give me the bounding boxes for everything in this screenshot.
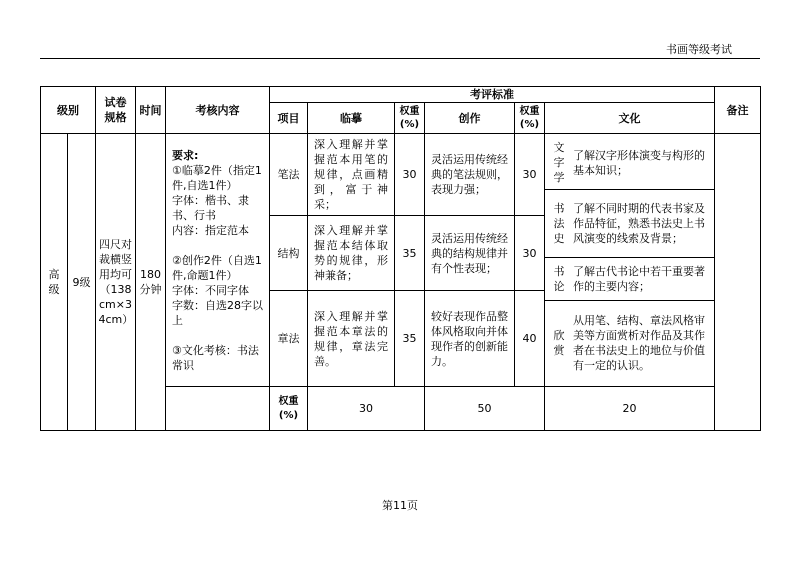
sub-item: 项目 — [270, 103, 308, 134]
grade-cell: 9级 — [68, 134, 96, 431]
exam-table — [40, 86, 761, 431]
req-line-7: ③文化考核：书法常识 — [172, 343, 259, 372]
culture-name: 书论 — [545, 258, 573, 301]
culture-name: 书法史 — [545, 190, 573, 258]
copy-weight: 30 — [395, 134, 425, 216]
sub-copy: 临摹 — [308, 103, 395, 134]
culture-name: 欣赏 — [553, 328, 565, 357]
req-line-4: ②创作2件（自选1件,命题1件） — [172, 253, 262, 282]
req-line-5: 字体：不同字体 — [172, 283, 249, 297]
req-line-6: 字数：自选28字以上 — [172, 298, 263, 327]
copy-text: 深入理解并掌握范本用笔的规律，点画精到，富于神采； — [308, 134, 395, 216]
create-weight: 30 — [515, 134, 545, 216]
create-text: 灵活运用传统经典的结构规律并有个性表现； — [425, 216, 515, 291]
sub-weight2: 权重(%) — [515, 103, 545, 134]
header-title: 书画等级考试 — [666, 43, 732, 56]
req-line-1: ①临摹2件（指定1件,自选1件） — [172, 163, 262, 192]
content-blank — [166, 387, 270, 431]
req-line-3: 内容：指定范本 — [172, 223, 249, 237]
culture-text: 了解古代书论中若干重要著作的主要内容； — [573, 258, 714, 301]
item-name: 笔法 — [270, 134, 308, 216]
create-text: 灵活运用传统经典的笔法规则，表现力强； — [425, 134, 515, 216]
page-number: 第11页 — [382, 499, 418, 512]
copy-text: 深入理解并掌握范本章法的规律，章法完善。 — [308, 291, 395, 387]
culture-table — [545, 136, 714, 384]
sub-create: 创作 — [425, 103, 515, 134]
weight-label: 权重(%) — [270, 387, 308, 431]
weight-copy: 30 — [308, 387, 425, 431]
col-criteria: 考评标准 — [270, 87, 715, 103]
copy-text: 深入理解并掌握范本结体取势的规律，形神兼备； — [308, 216, 395, 291]
header-rule — [40, 58, 760, 59]
create-weight: 40 — [515, 291, 545, 387]
sub-weight: 权重(%) — [395, 103, 425, 134]
copy-weight: 35 — [395, 291, 425, 387]
level-cell: 高级 — [41, 134, 68, 431]
requirements-cell — [166, 134, 270, 387]
sub-culture: 文化 — [545, 103, 715, 134]
culture-text: 了解不同时期的代表书家及作品特征，熟悉书法史上书风演变的线索及背景； — [573, 190, 714, 258]
culture-text: 了解汉字形体演变与构形的基本知识； — [573, 136, 714, 190]
culture-cell — [545, 134, 715, 387]
col-time: 时间 — [136, 87, 166, 134]
col-spec: 试卷规格 — [96, 87, 136, 134]
create-weight: 30 — [515, 216, 545, 291]
copy-weight: 35 — [395, 216, 425, 291]
col-level: 级别 — [41, 87, 96, 134]
col-note: 备注 — [715, 87, 761, 134]
item-name: 结构 — [270, 216, 308, 291]
culture-name: 文字学 — [545, 136, 573, 190]
req-line-2: 字体：楷书、隶书、行书 — [172, 193, 249, 222]
note-cell — [715, 134, 761, 431]
req-title: 要求: — [172, 148, 199, 162]
weight-culture: 20 — [545, 387, 715, 431]
create-text: 较好表现作品整体风格取向并体现作者的创新能力。 — [425, 291, 515, 387]
spec-cell: 四尺对裁横竖用均可（138cm×34cm） — [96, 134, 136, 431]
item-name: 章法 — [270, 291, 308, 387]
col-content: 考核内容 — [166, 87, 270, 134]
weight-create: 50 — [425, 387, 545, 431]
culture-text: 从用笔、结构、章法风格审美等方面赏析对作品及其作者在书法史上的地位与价值有一定的认识。 — [573, 313, 705, 372]
time-cell: 180分钟 — [136, 134, 166, 431]
